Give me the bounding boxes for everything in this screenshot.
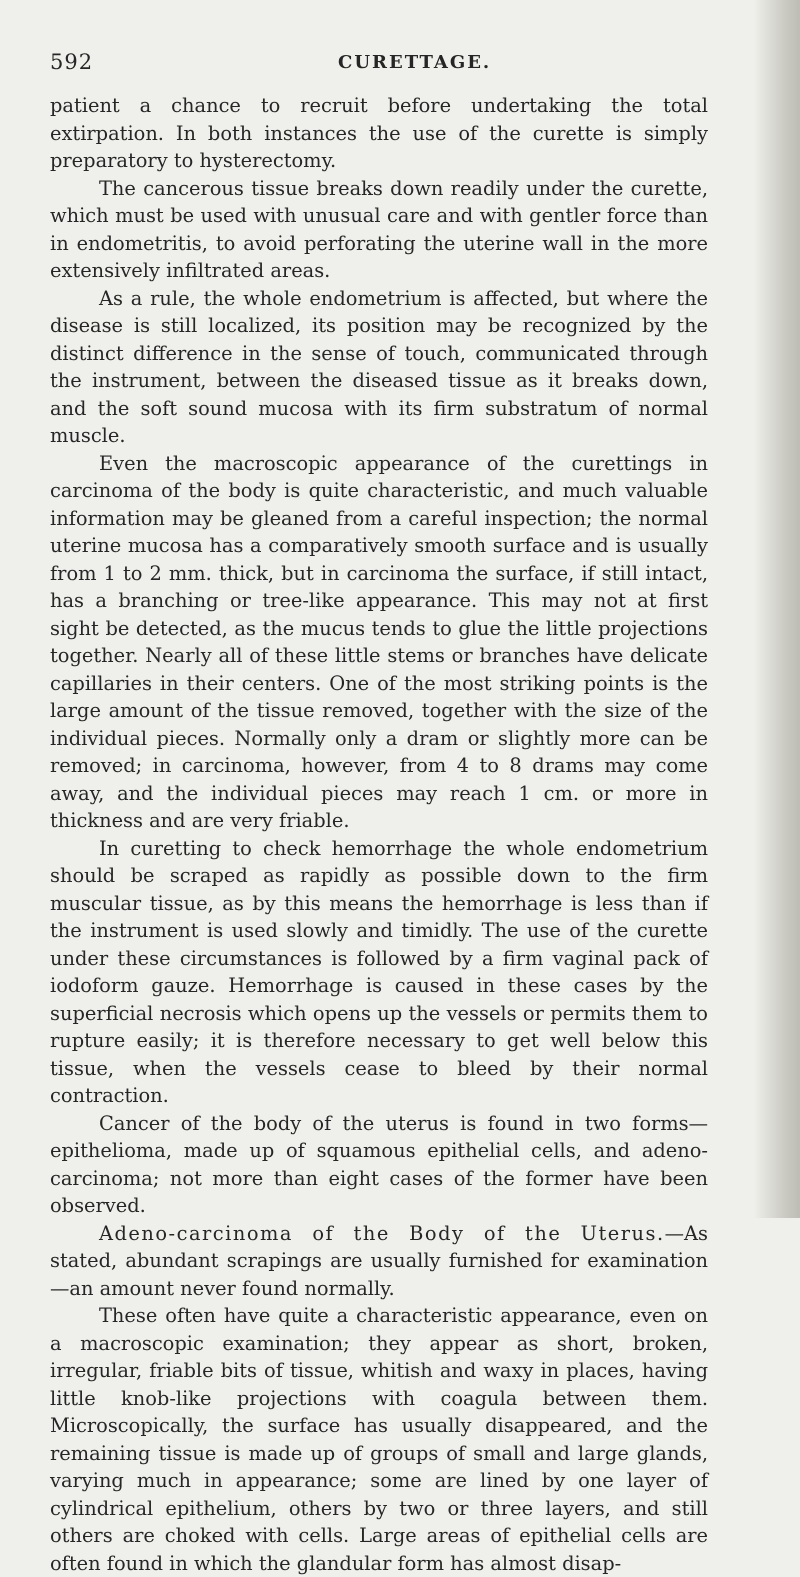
page-edge-shadow bbox=[754, 0, 800, 1218]
paragraph: The cancerous tissue breaks down readily under the curette, which must be used with unusual care and with gentler force than in endometritis, to avoid perforating the uterine wall in the more extensively infiltrated areas. bbox=[50, 176, 708, 282]
paragraph: Cancer of the body of the uterus is found in two forms—epithelioma, made up of squamous epithelial cells, and adeno-carcinoma; not more than eight cases of the former have been observed. bbox=[50, 1111, 708, 1217]
paragraph: patient a chance to recruit before undertaking the total extirpation. In both instances the use of the curette is simply preparatory to hysterectomy. bbox=[50, 94, 708, 172]
body-text bbox=[50, 92, 708, 1577]
section-paragraph bbox=[50, 1220, 708, 1303]
section-text: —As stated, abundant scrapings are usually furnished for examination—an amount never found normally. bbox=[50, 1221, 708, 1300]
paragraph: In curetting to check hemorrhage the whole endometrium should be scraped as rapidly as possible down to the firm muscular tissue, as by this means the hemorrhage is less than if the instrument is used slowly and timidly. The use of the curette under these circumstances is followed by a firm vaginal pack of iodoform gauze. Hemorrhage is caused in these cases by the superficial necrosis which opens up the vessels or permits them to rupture easily; it is therefore necessary to get well below this tissue, when the vessels cease to bleed by their normal contraction. bbox=[50, 836, 708, 1107]
paragraph: As a rule, the whole endometrium is affected, but where the disease is still localized, its position may be recognized by the distinct difference in the sense of touch, communicated through the instrument, between the diseased tissue as it breaks down, and the soft sound mucosa with its firm substratum of normal muscle. bbox=[50, 286, 708, 447]
page-number: 592 bbox=[50, 50, 94, 74]
paragraph: These often have quite a characteristic appearance, even on a macroscopic examination; they appear as short, broken, irregular, friable bits of tissue, whitish and waxy in places, having little knob-like projections with coagula between them. Microscopically, the surface has usually disappeared, and the remaining tissue is made up of groups of small and large glands, varying much in appearance; some are lined by one layer of cylindrical epithelium, others by two or three layers, and still others are choked with cells. Large areas of epithelial cells are often found in which the glandular form has almost disap- bbox=[50, 1304, 708, 1575]
running-title: CURETTAGE. bbox=[338, 52, 492, 73]
page-header bbox=[50, 50, 708, 80]
section-heading: Adeno-carcinoma of the Body of the Uterus. bbox=[99, 1221, 665, 1245]
paragraph: Even the macroscopic appearance of the curettings in carcinoma of the body is quite characteristic, and much valuable information may be gleaned from a careful inspection; the normal uterine mucosa has a comparatively smooth surface and is usually from 1 to 2 mm. thick, but in carcinoma the surface, if still intact, has a branching or tree-like appearance. This may not at first sight be detected, as the mucus tends to glue the little projections together. Nearly all of these little stems or branches have delicate capillaries in their centers. One of the most striking points is the large amount of the tissue removed, together with the size of the individual pieces. Normally only a dram or slightly more can be removed; in carcinoma, however, from 4 to 8 drams may come away, and the individual pieces may reach 1 cm. or more in thickness and are very friable. bbox=[50, 451, 708, 832]
